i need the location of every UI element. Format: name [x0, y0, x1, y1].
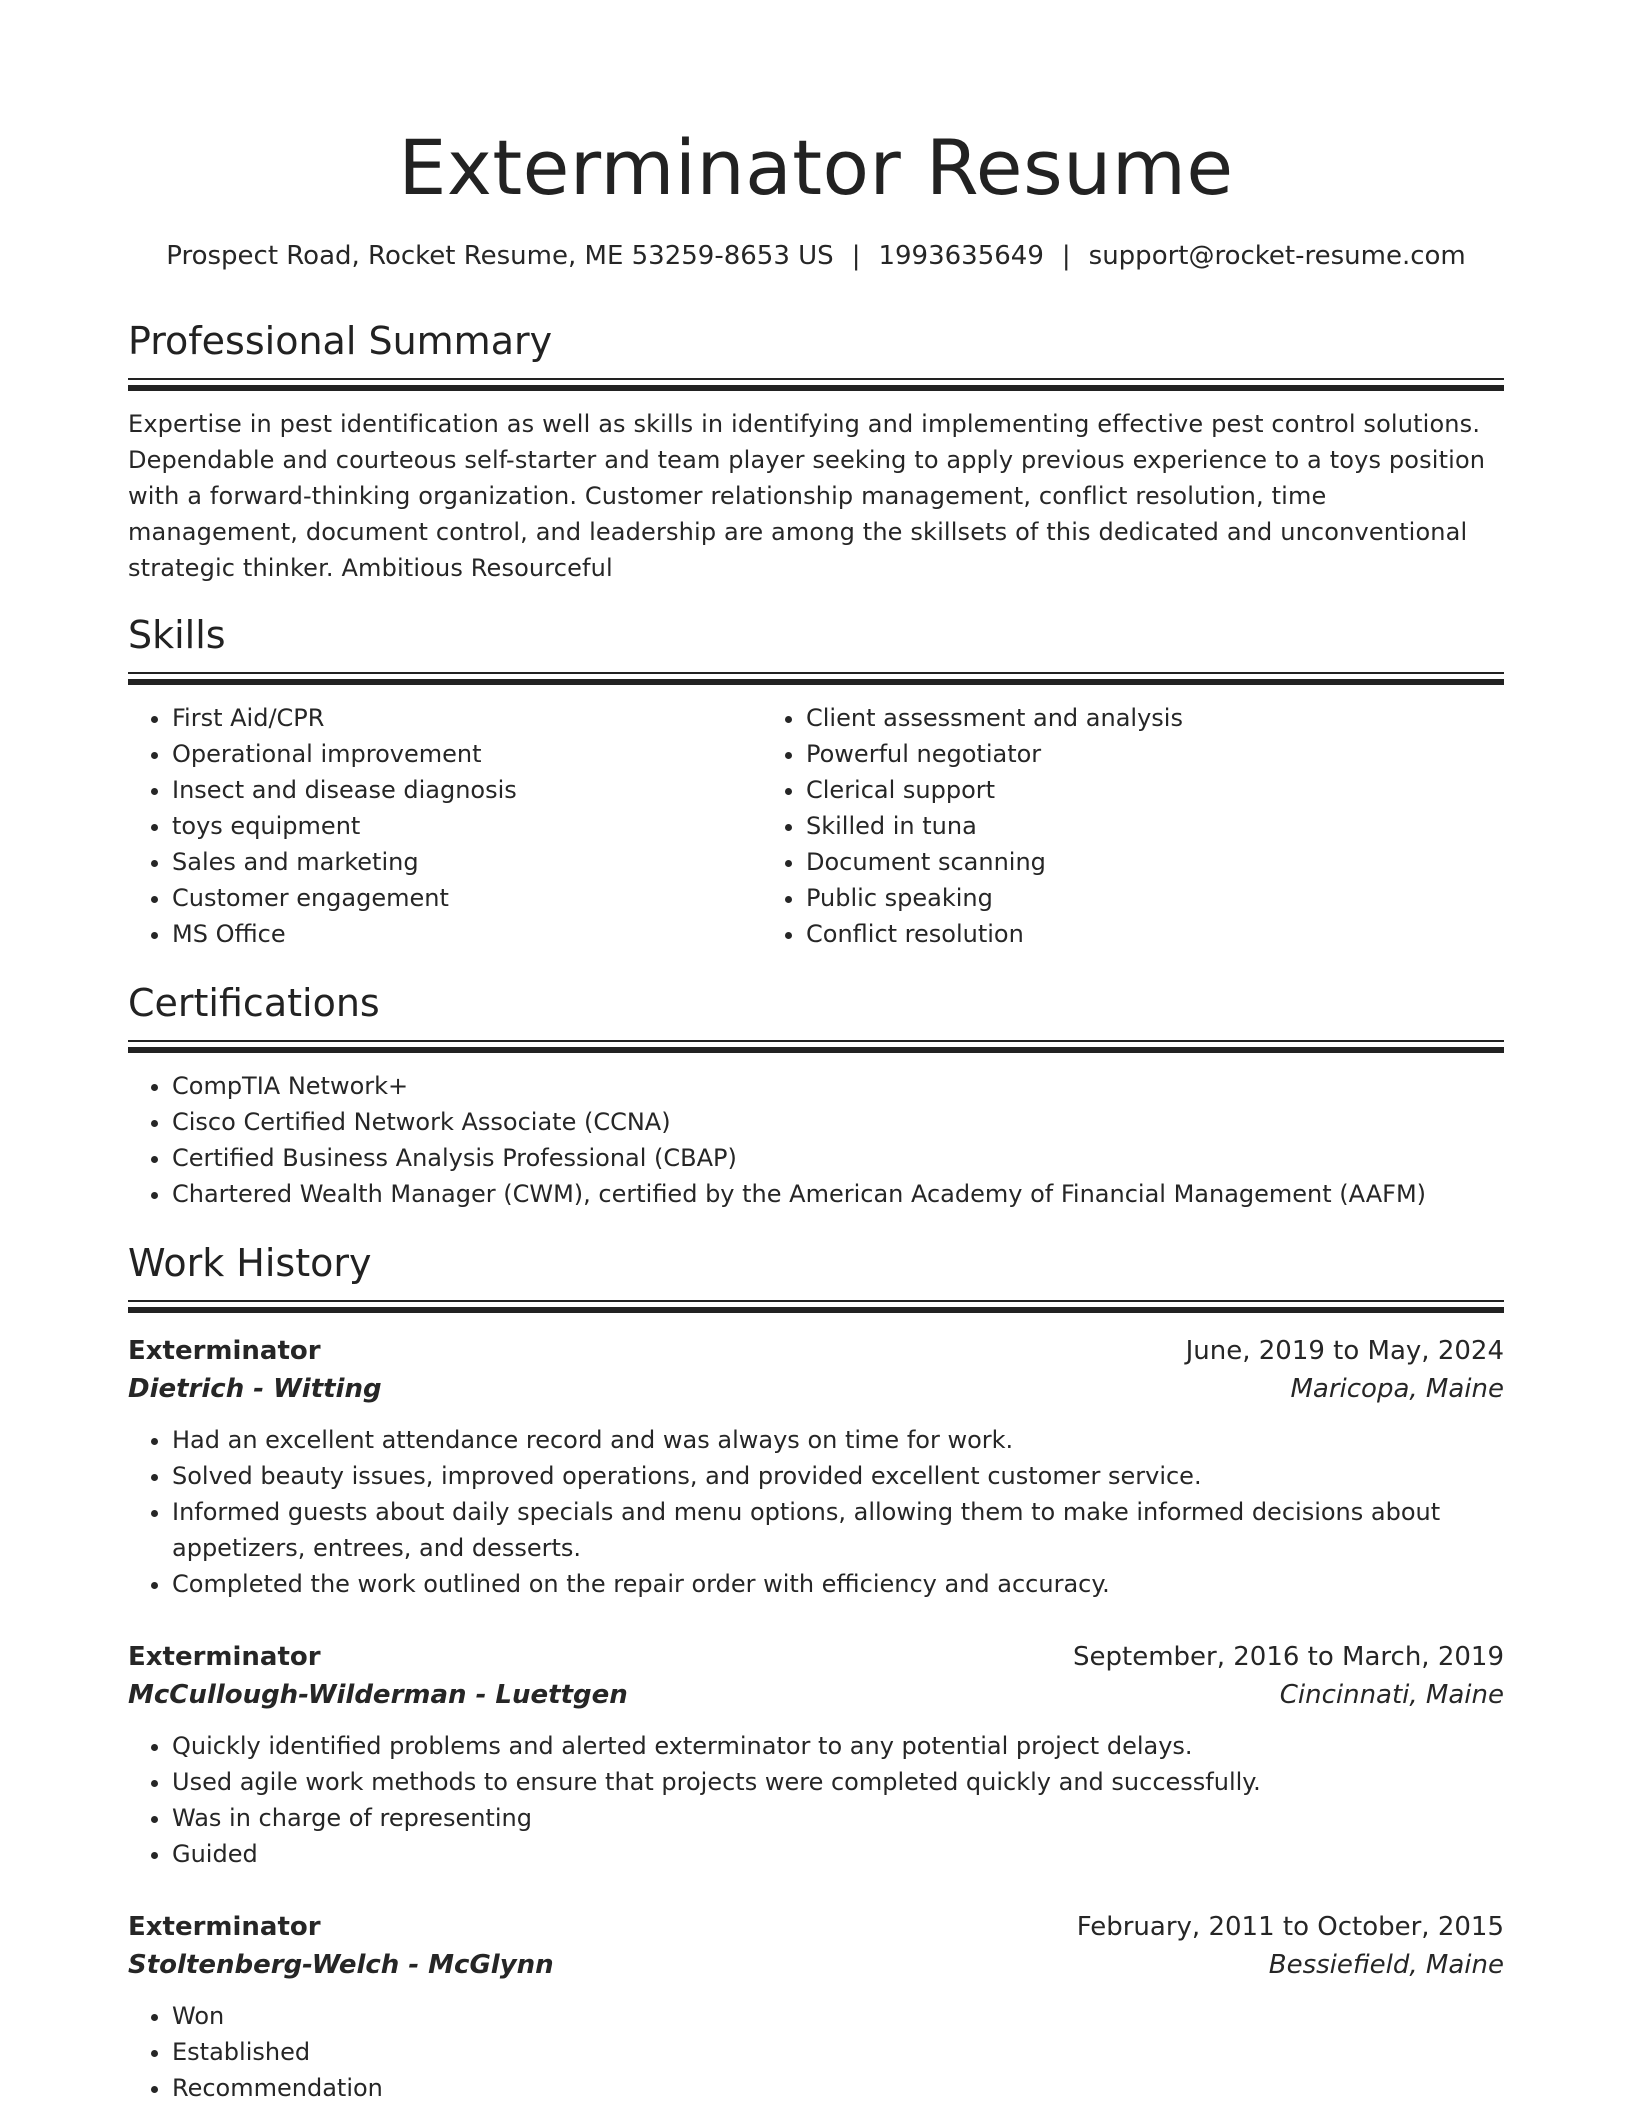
job-location: Maricopa, Maine — [1290, 1374, 1504, 1404]
job-bullets — [128, 1422, 1504, 1602]
skill-item: • Client assessment and analysis — [806, 700, 1396, 736]
section-heading: Skills — [128, 613, 226, 657]
job-title-row — [128, 1908, 1504, 1946]
job-company-row — [128, 1370, 1504, 1408]
skill-item: • Powerful negotiator — [806, 736, 1396, 772]
contact-separator: | — [1061, 241, 1071, 271]
section-heading: Work History — [128, 1241, 372, 1285]
job-dates: June, 2019 to May, 2024 — [1185, 1336, 1504, 1366]
section-heading: Professional Summary — [128, 319, 553, 363]
contact-address: Prospect Road, Rocket Resume, ME 53259-8653 US — [166, 241, 834, 271]
skill-item: • Insect and disease diagnosis — [172, 772, 762, 808]
job-company-row — [128, 1676, 1504, 1714]
job-location: Bessiefield, Maine — [1268, 1950, 1504, 1980]
resume-title: Exterminator Resume — [398, 123, 1234, 212]
job-title-row — [128, 1332, 1504, 1370]
job-dates: September, 2016 to March, 2019 — [1073, 1642, 1504, 1672]
job-dates: February, 2011 to October, 2015 — [1076, 1912, 1504, 1942]
section-heading: Certifications — [128, 981, 380, 1025]
job-entry — [128, 1332, 1504, 1602]
job-company: McCullough-Wilderman - Luettgen — [128, 1680, 628, 1710]
skill-item: • Operational improvement — [172, 736, 762, 772]
job-company: Stoltenberg-Welch - McGlynn — [128, 1950, 554, 1980]
jobs-container — [128, 1332, 1504, 2106]
job-bullet: • Informed guests about daily specials and menu options, allowing them to make informed decisions about appetizers, entrees, and desserts. — [172, 1494, 1504, 1566]
job-bullet: • Established — [172, 2034, 1504, 2070]
skill-item: • Document scanning — [806, 844, 1396, 880]
job-bullet: • Won — [172, 1998, 1504, 2034]
professional-summary-section — [128, 316, 1504, 586]
summary-text: Expertise in pest identification as well as skills in identifying and implementing effective pest control solutions. Dependable and courteous self-starter and team player seeking to apply previous experience to a toys position with a forward-thinking organization. Customer relationship management, conflict resolution, time management, document control, and leadership are among the skillsets of this dedicated and unconventional strategic thinker. Ambitious Resourceful — [128, 410, 1486, 582]
skills-section — [128, 610, 1504, 952]
contact-separator: | — [851, 241, 861, 271]
skills-list-left — [128, 700, 762, 952]
job-bullet: • Recommendation — [172, 2070, 1504, 2106]
certification-item: • Cisco Certified Network Associate (CCNA) — [172, 1104, 1504, 1140]
section-divider — [128, 1300, 1504, 1314]
certifications-list — [128, 1068, 1504, 1212]
skill-item: • Sales and marketing — [172, 844, 762, 880]
contact-phone[interactable]: 1993635649 — [878, 241, 1044, 271]
section-divider — [128, 1040, 1504, 1054]
job-title: Exterminator — [128, 1642, 321, 1672]
job-bullet: • Completed the work outlined on the repair order with efficiency and accuracy. — [172, 1566, 1504, 1602]
job-company-row — [128, 1946, 1504, 1984]
skill-item: • First Aid/CPR — [172, 700, 762, 736]
skill-item: • MS Office — [172, 916, 762, 952]
section-divider — [128, 672, 1504, 686]
job-title: Exterminator — [128, 1912, 321, 1942]
job-bullet: • Guided — [172, 1836, 1504, 1872]
work-history-section — [128, 1238, 1504, 2106]
skill-item: • Conflict resolution — [806, 916, 1396, 952]
skills-columns — [128, 700, 1504, 952]
skill-item: • Clerical support — [806, 772, 1396, 808]
certifications-section — [128, 978, 1504, 1212]
job-bullet: • Quickly identified problems and alerted exterminator to any potential project delays. — [172, 1728, 1504, 1764]
contact-line — [128, 238, 1504, 274]
job-bullet: • Was in charge of representing — [172, 1800, 1504, 1836]
certification-item: • Certified Business Analysis Professional (CBAP) — [172, 1140, 1504, 1176]
job-location: Cincinnati, Maine — [1279, 1680, 1504, 1710]
contact-email[interactable]: support@rocket-resume.com — [1088, 241, 1466, 271]
job-entry — [128, 1908, 1504, 2106]
certification-item: • CompTIA Network+ — [172, 1068, 1504, 1104]
skill-item: • Public speaking — [806, 880, 1396, 916]
certification-item: • Chartered Wealth Manager (CWM), certified by the American Academy of Financial Management (AAFM) — [172, 1176, 1504, 1212]
job-title-row — [128, 1638, 1504, 1676]
skill-item: • Customer engagement — [172, 880, 762, 916]
job-bullet: • Solved beauty issues, improved operations, and provided excellent customer service. — [172, 1458, 1504, 1494]
job-bullet: • Used agile work methods to ensure that projects were completed quickly and successfully. — [172, 1764, 1504, 1800]
skill-item: • Skilled in tuna — [806, 808, 1396, 844]
job-bullets — [128, 1998, 1504, 2106]
job-title: Exterminator — [128, 1336, 321, 1366]
skills-list-right — [762, 700, 1396, 952]
skill-item: • toys equipment — [172, 808, 762, 844]
job-bullets — [128, 1728, 1504, 1872]
section-divider — [128, 378, 1504, 392]
job-entry — [128, 1638, 1504, 1872]
job-bullet: • Had an excellent attendance record and was always on time for work. — [172, 1422, 1504, 1458]
job-company: Dietrich - Witting — [128, 1374, 382, 1404]
